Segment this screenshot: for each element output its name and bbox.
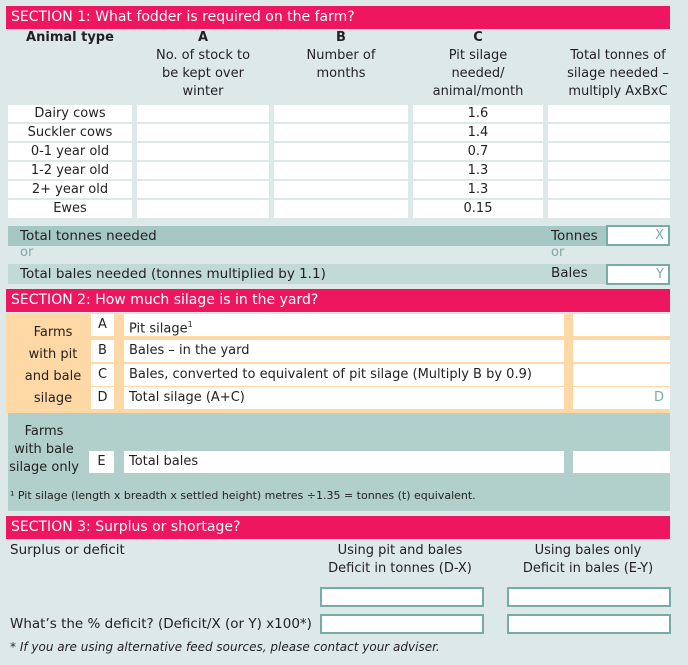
silage-rate-cell: 0.7 xyxy=(413,143,543,161)
or-label-right: or xyxy=(551,245,565,260)
stock-input[interactable] xyxy=(137,143,269,161)
section2-title: SECTION 2: How much silage is in the yard? xyxy=(6,289,670,312)
bales-converted-input[interactable] xyxy=(573,364,670,386)
total-tonnes-label: Total tonnes needed xyxy=(20,228,157,244)
row-label-e: Total bales xyxy=(124,451,564,473)
tonnes-x-box[interactable]: X xyxy=(606,225,670,246)
months-input[interactable] xyxy=(274,143,408,161)
col-header-total: Total tonnes of silage needed – multiply AxBxC xyxy=(567,48,669,99)
total-tonnes-input[interactable] xyxy=(548,143,670,161)
row-letter-d: D xyxy=(91,387,114,409)
row-label-d: Total silage (A+C) xyxy=(124,387,564,409)
total-tonnes-input[interactable] xyxy=(548,181,670,199)
group-bale-only-label: Farms with bale silage only xyxy=(9,424,79,475)
col-header-b: B Number of months xyxy=(306,30,376,81)
months-input[interactable] xyxy=(274,105,408,123)
pct-deficit-bales-input[interactable] xyxy=(507,614,671,634)
stock-input[interactable] xyxy=(137,105,269,123)
animal-type-cell: Suckler cows xyxy=(8,124,132,142)
animal-type-cell: Ewes xyxy=(8,200,132,218)
row-label-a: Pit silage$^1$ xyxy=(124,314,564,336)
animal-type-cell: 1-2 year old xyxy=(8,162,132,180)
silage-rate-cell: 1.4 xyxy=(413,124,543,142)
pct-deficit-label: What’s the % deficit? (Deficit/X (or Y) x100*) xyxy=(10,616,312,632)
row-letter-e: E xyxy=(89,451,114,473)
group-pit-bale-label: Farms with pit and bale silage xyxy=(24,325,82,406)
total-bales-e-input[interactable] xyxy=(573,451,670,473)
or-label: or xyxy=(20,245,34,260)
tonnes-label: Tonnes xyxy=(551,228,598,244)
col-header-c: C Pit silage needed/ animal/month xyxy=(432,30,524,99)
stock-input[interactable] xyxy=(137,124,269,142)
section3-footnote: * If you are using alternative feed sources, please contact your adviser. xyxy=(10,640,440,654)
silage-rate-cell: 1.6 xyxy=(413,105,543,123)
months-input[interactable] xyxy=(274,124,408,142)
pit-silage-input[interactable] xyxy=(573,314,670,336)
row-letter-c: C xyxy=(91,364,114,386)
bales-y-box[interactable]: Y xyxy=(606,264,670,285)
bales-yard-input[interactable] xyxy=(573,340,670,362)
total-tonnes-input[interactable] xyxy=(548,105,670,123)
row-label-b: Bales – in the yard xyxy=(124,340,564,362)
total-tonnes-input[interactable] xyxy=(548,124,670,142)
silage-rate-cell: 0.15 xyxy=(413,200,543,218)
total-tonnes-input[interactable] xyxy=(548,200,670,218)
col-header-a: A No. of stock to be kept over winter xyxy=(155,30,251,99)
col-header-animal-type: Animal type xyxy=(26,30,114,45)
row-label-c: Bales, converted to equivalent of pit silage (Multiply B by 0.9) xyxy=(124,364,564,386)
deficit-bales-input[interactable] xyxy=(507,587,671,607)
months-input[interactable] xyxy=(274,200,408,218)
bales-label: Bales xyxy=(551,265,588,281)
silage-rate-cell: 1.3 xyxy=(413,162,543,180)
col-pit-bales-header: Using pit and bales Deficit in tonnes (D-X) xyxy=(328,543,472,576)
row-letter-b: B xyxy=(91,340,114,362)
section2-footnote: ¹ Pit silage (length x breadth x settled height) metres ÷1.35 = tonnes (t) equivalent. xyxy=(10,489,476,502)
total-silage-d-input[interactable]: D xyxy=(573,387,670,409)
animal-type-cell: 2+ year old xyxy=(8,181,132,199)
stock-input[interactable] xyxy=(137,181,269,199)
deficit-tonnes-input[interactable] xyxy=(320,587,484,607)
row-letter-a: A xyxy=(91,314,114,336)
surplus-deficit-label: Surplus or deficit xyxy=(10,542,125,558)
stock-input[interactable] xyxy=(137,200,269,218)
silage-rate-cell: 1.3 xyxy=(413,181,543,199)
col-bales-only-header: Using bales only Deficit in bales (E-Y) xyxy=(522,543,654,576)
total-tonnes-input[interactable] xyxy=(548,162,670,180)
months-input[interactable] xyxy=(274,181,408,199)
animal-type-cell: Dairy cows xyxy=(8,105,132,123)
pct-deficit-tonnes-input[interactable] xyxy=(320,614,484,634)
animal-type-cell: 0-1 year old xyxy=(8,143,132,161)
total-bales-label: Total bales needed (tonnes multiplied by 1.1) xyxy=(20,266,326,282)
section3-title: SECTION 3: Surplus or shortage? xyxy=(6,516,670,539)
section1-title: SECTION 1: What fodder is required on the farm? xyxy=(6,6,670,29)
stock-input[interactable] xyxy=(137,162,269,180)
months-input[interactable] xyxy=(274,162,408,180)
